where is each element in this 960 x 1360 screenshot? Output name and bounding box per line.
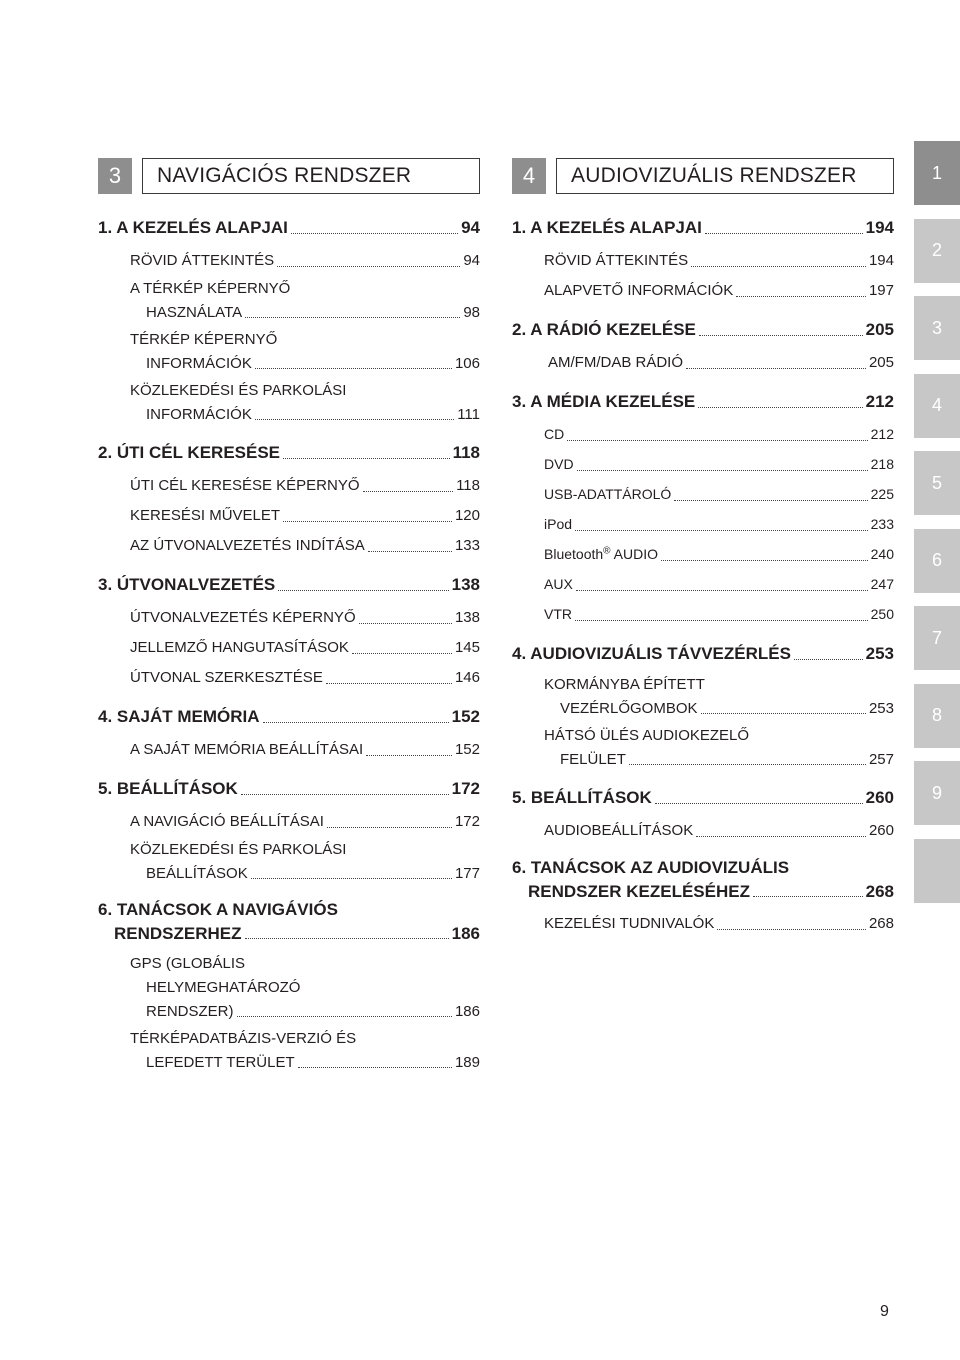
toc-chapter[interactable]: 5. BEÁLLÍTÁSOK 172 xyxy=(98,779,480,798)
toc-entry[interactable]: ALAPVETŐ INFORMÁCIÓK 197 xyxy=(544,282,894,299)
toc-chapter[interactable]: 4. SAJÁT MEMÓRIA 152 xyxy=(98,707,480,726)
section-number: 4 xyxy=(512,158,546,194)
chapter-tab-3[interactable]: 3 xyxy=(914,296,960,360)
toc-entry[interactable]: TÉRKÉPADATBÁZIS-VERZIÓ ÉS LEFEDETT TERÜLET 189 xyxy=(130,1030,480,1071)
toc-entry[interactable]: CD 212 xyxy=(544,426,894,442)
toc-entry[interactable]: VTR 250 xyxy=(544,606,894,622)
toc-entry[interactable]: KÖZLEKEDÉSI ÉS PARKOLÁSI INFORMÁCIÓK 111 xyxy=(130,382,480,423)
chapter-tab-5[interactable]: 5 xyxy=(914,451,960,515)
chapter-tab-4[interactable]: 4 xyxy=(914,374,960,438)
toc-entry[interactable]: HÁTSÓ ÜLÉS AUDIOKEZELŐ FELÜLET 257 xyxy=(544,727,894,768)
chapter-tab-9[interactable]: 9 xyxy=(914,761,960,825)
toc-chapter[interactable]: 5. BEÁLLÍTÁSOK 260 xyxy=(512,788,894,807)
toc-chapter[interactable]: 1. A KEZELÉS ALAPJAI 194 xyxy=(512,218,894,237)
toc-entry[interactable]: KÖZLEKEDÉSI ÉS PARKOLÁSI BEÁLLÍTÁSOK 177 xyxy=(130,841,480,882)
section-title: NAVIGÁCIÓS RENDSZER xyxy=(142,158,480,194)
toc-column-navigation xyxy=(98,158,480,1075)
toc-entry[interactable]: AZ ÚTVONALVEZETÉS INDÍTÁSA 133 xyxy=(130,537,480,554)
toc-entry[interactable]: AUDIOBEÁLLÍTÁSOK 260 xyxy=(544,822,894,839)
section-header-audiovisual xyxy=(512,158,894,194)
chapter-tab-6[interactable]: 6 xyxy=(914,529,960,593)
toc-entry[interactable]: JELLEMZŐ HANGUTASÍTÁSOK 145 xyxy=(130,639,480,656)
toc-entry[interactable]: ÚTVONAL SZERKESZTÉSE 146 xyxy=(130,669,480,686)
toc-entry[interactable]: GPS (GLOBÁLIS HELYMEGHATÁROZÓ RENDSZER) 186 xyxy=(130,955,480,1020)
toc-chapter[interactable]: 3. ÚTVONALVEZETÉS 138 xyxy=(98,575,480,594)
chapter-tab-2[interactable]: 2 xyxy=(914,219,960,283)
toc-entry[interactable]: AM/FM/DAB RÁDIÓ 205 xyxy=(548,354,894,371)
toc-chapter[interactable]: 3. A MÉDIA KEZELÉSE 212 xyxy=(512,392,894,411)
toc-entry[interactable]: A TÉRKÉP KÉPERNYŐ HASZNÁLATA 98 xyxy=(130,280,480,321)
toc-entry[interactable]: RÖVID ÁTTEKINTÉS 94 xyxy=(130,252,480,269)
chapter-tabs xyxy=(914,141,960,916)
toc-chapter[interactable]: 6. TANÁCSOK AZ AUDIOVIZUÁLIS RENDSZER KEZELÉSÉHEZ 268 xyxy=(512,858,894,901)
section-title: AUDIOVIZUÁLIS RENDSZER xyxy=(556,158,894,194)
toc-entry[interactable]: ÚTVONALVEZETÉS KÉPERNYŐ 138 xyxy=(130,609,480,626)
toc-entry[interactable]: TÉRKÉP KÉPERNYŐ INFORMÁCIÓK 106 xyxy=(130,331,480,372)
chapter-tab-10[interactable] xyxy=(914,839,960,903)
section-number: 3 xyxy=(98,158,132,194)
toc-entry[interactable]: Bluetooth® AUDIO 240 xyxy=(544,545,894,562)
chapter-tab-1[interactable]: 1 xyxy=(914,141,960,205)
toc-chapter[interactable]: 2. A RÁDIÓ KEZELÉSE 205 xyxy=(512,320,894,339)
toc-entry[interactable]: iPod 233 xyxy=(544,516,894,532)
section-header-navigation xyxy=(98,158,480,194)
chapter-tab-8[interactable]: 8 xyxy=(914,684,960,748)
toc-entry[interactable]: A SAJÁT MEMÓRIA BEÁLLÍTÁSAI 152 xyxy=(130,741,480,758)
toc-chapter[interactable]: 4. AUDIOVIZUÁLIS TÁVVEZÉRLÉS 253 xyxy=(512,644,894,663)
toc-column-audiovisual xyxy=(512,158,894,937)
toc-chapter[interactable]: 6. TANÁCSOK A NAVIGÁVIÓS RENDSZERHEZ 186 xyxy=(98,900,480,943)
toc-entry[interactable]: KORMÁNYBA ÉPÍTETT VEZÉRLŐGOMBOK 253 xyxy=(544,676,894,717)
chapter-tab-7[interactable]: 7 xyxy=(914,606,960,670)
toc-chapter[interactable]: 2. ÚTI CÉL KERESÉSE 118 xyxy=(98,443,480,462)
toc-entry[interactable]: AUX 247 xyxy=(544,576,894,592)
toc-chapter[interactable]: 1. A KEZELÉS ALAPJAI 94 xyxy=(98,218,480,237)
toc-entry[interactable]: A NAVIGÁCIÓ BEÁLLÍTÁSAI 172 xyxy=(130,813,480,830)
toc-entry[interactable]: KEZELÉSI TUDNIVALÓK 268 xyxy=(544,915,894,932)
toc-entry[interactable]: KERESÉSI MŰVELET 120 xyxy=(130,507,480,524)
toc-entry[interactable]: ÚTI CÉL KERESÉSE KÉPERNYŐ 118 xyxy=(130,477,480,494)
registered-mark: ® xyxy=(603,545,611,557)
toc-entry[interactable]: RÖVID ÁTTEKINTÉS 194 xyxy=(544,252,894,269)
toc-entry[interactable]: USB-ADATTÁROLÓ 225 xyxy=(544,486,894,502)
page-number: 9 xyxy=(880,1303,889,1320)
toc-entry[interactable]: DVD 218 xyxy=(544,456,894,472)
